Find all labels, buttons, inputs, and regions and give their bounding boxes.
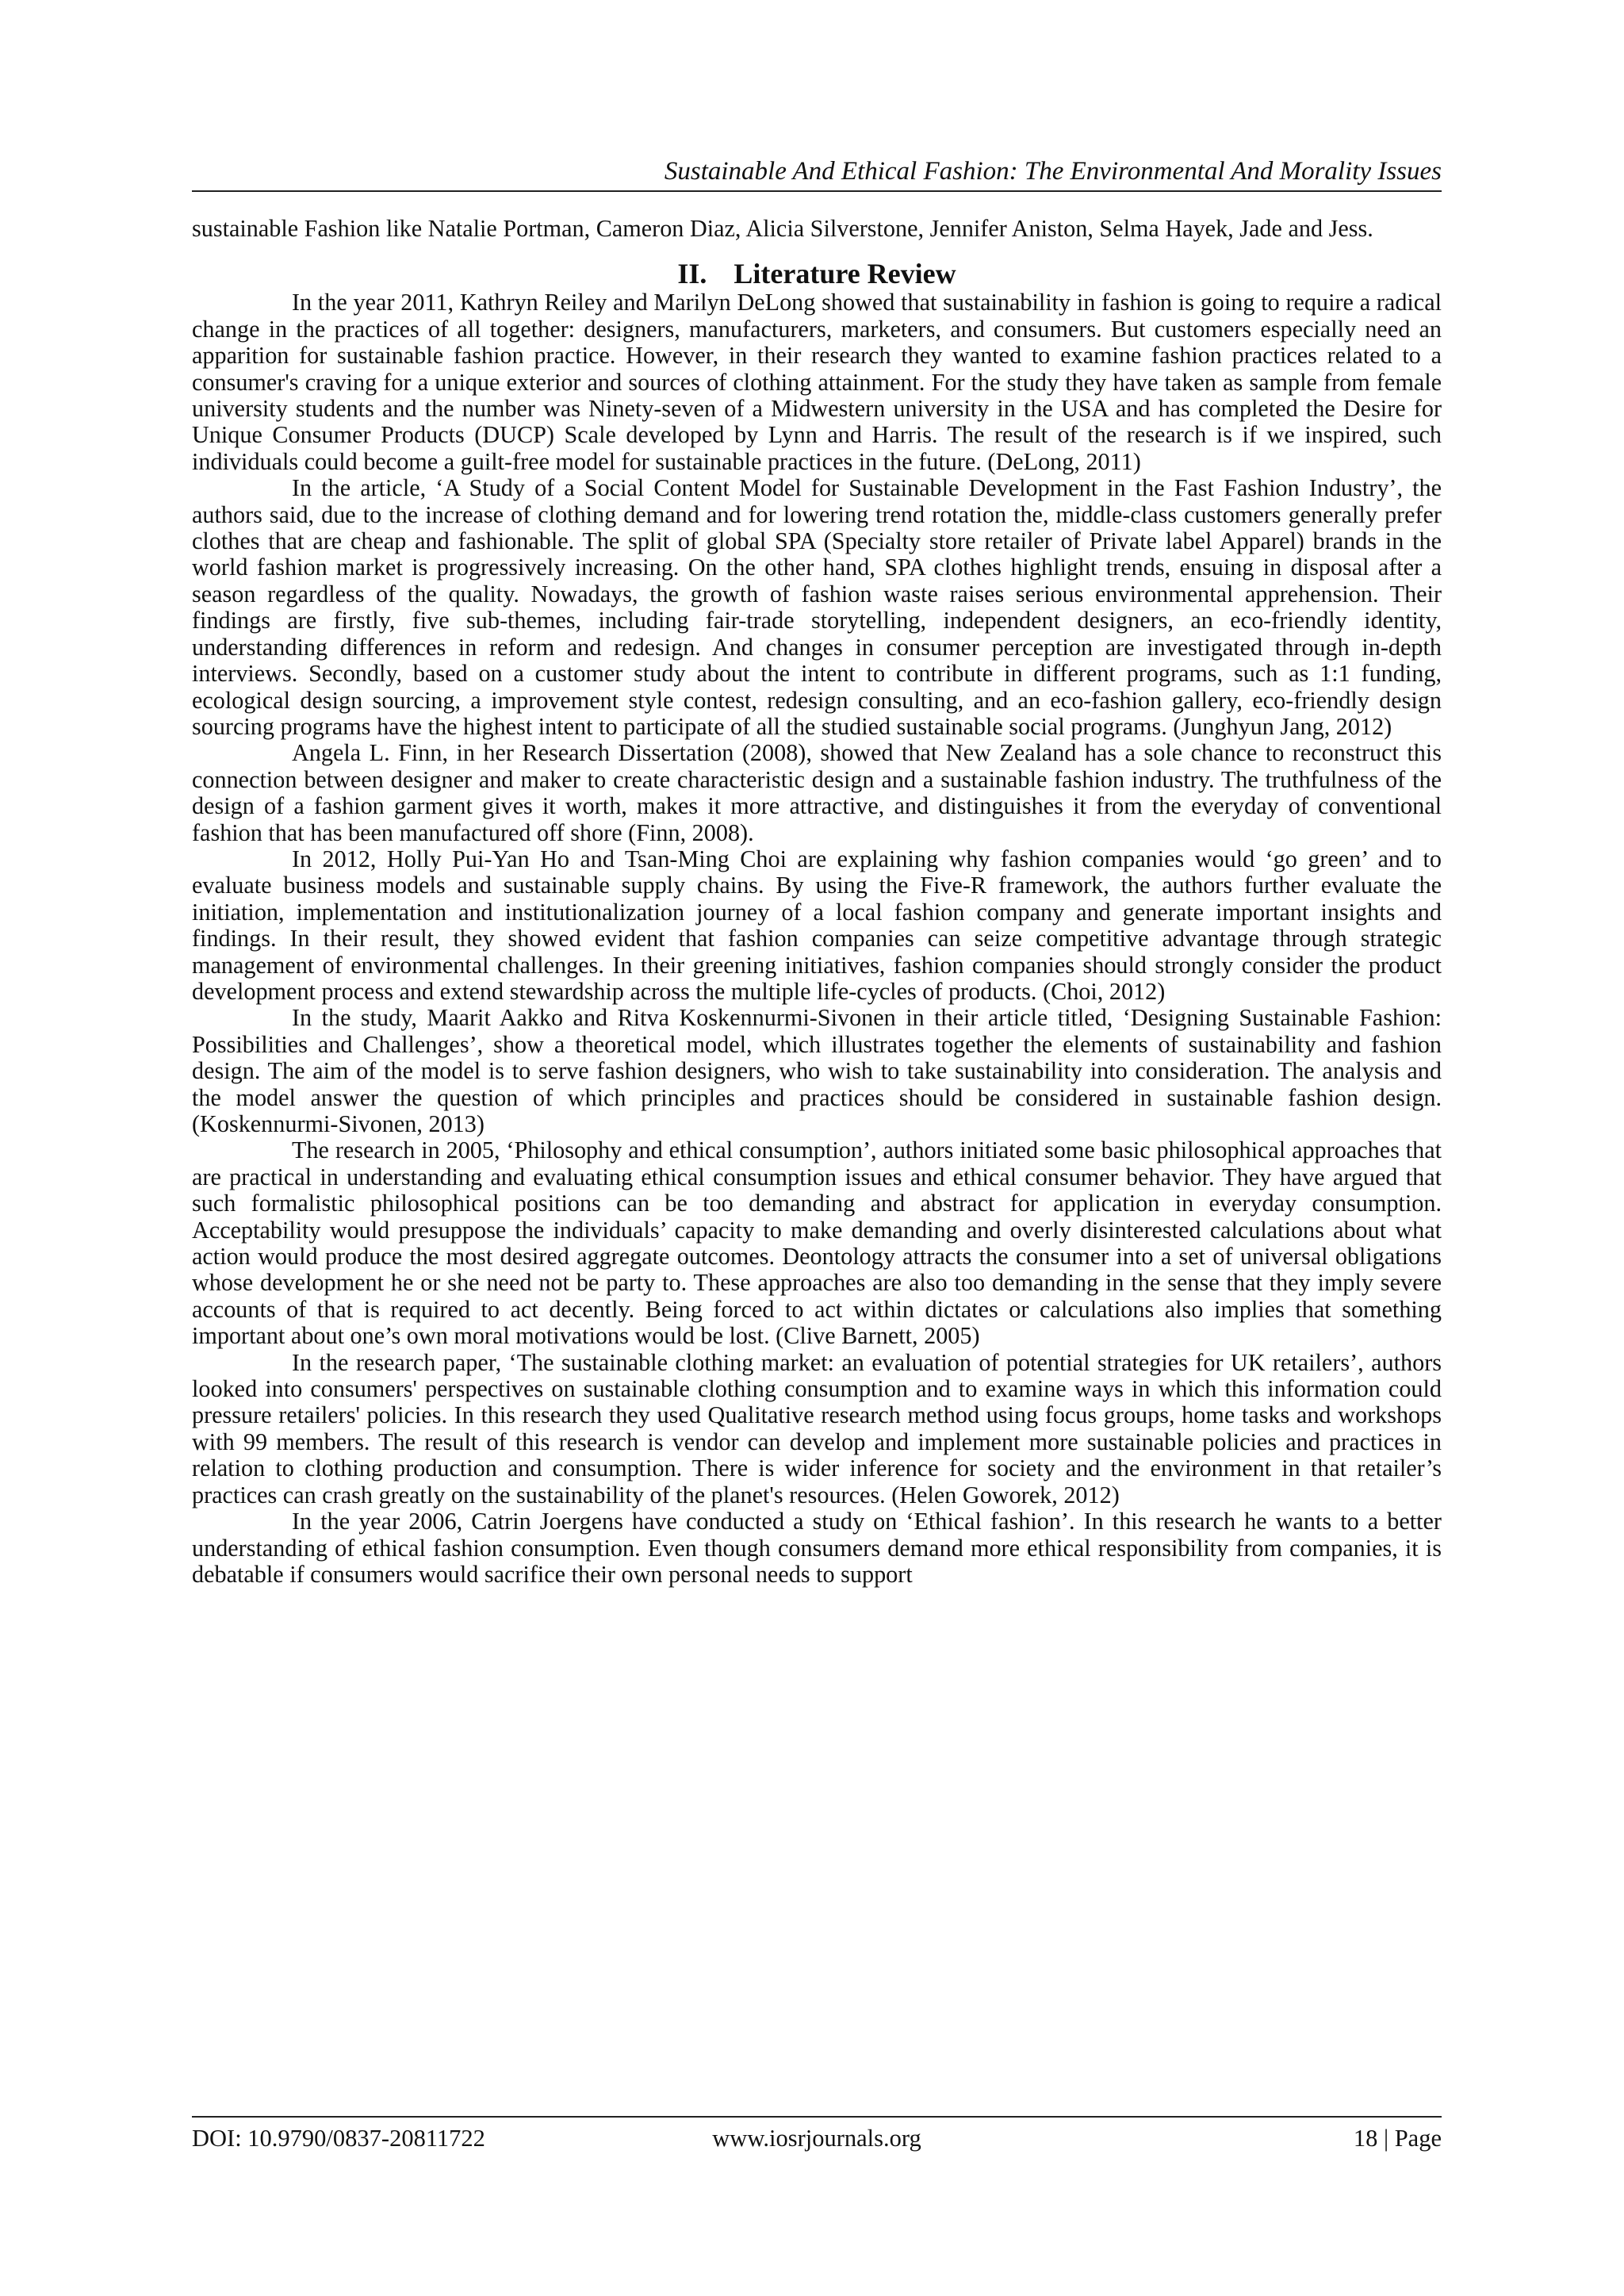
- footer-rule: [192, 2116, 1442, 2118]
- page-footer: [192, 2122, 1442, 2154]
- paragraph-joergens: In the year 2006, Catrin Joergens have conducted a study on ‘Ethical fashion’. In this research he wants to a better understanding of ethical fashion consumption. Even though consumers demand more ethical responsibility from companies, it is debatable if consumers would sacrifice their own personal needs to support: [192, 1508, 1442, 1588]
- paragraph-choi: In 2012, Holly Pui-Yan Ho and Tsan-Ming Choi are explaining why fashion companies would ‘go green’ and to evaluate business models and sustainable supply chains. By using the Five-R framework, the authors further evaluate the initiation, implementation and institutionalization journey of a local fashion company and generate important insights and findings. In their result, they showed evident that fashion companies can seize competitive advantage through strategic management of environmental challenges. In their greening initiatives, fashion companies should strongly consider the product development process and extend stewardship across the multiple life-cycles of products. (Choi, 2012): [192, 845, 1442, 1005]
- running-header: Sustainable And Ethical Fashion: The Environmental And Morality Issues: [664, 157, 1442, 186]
- section-title: Literature Review: [733, 258, 956, 290]
- section-heading: [192, 258, 1442, 289]
- header-rule: [192, 190, 1442, 192]
- paragraph-jang: In the article, ‘A Study of a Social Content Model for Sustainable Development in the Fast Fashion Industry’, the authors said, due to the increase of clothing demand and for lowering trend rotation the, middle-class customers generally prefer clothes that are cheap and fashionable. The split of global SPA (Specialty store retailer of Private label Apparel) brands in the world fashion market is progressively increasing. On the other hand, SPA clothes highlight trends, ensuing in disposal after a season regardless of the quality. Nowadays, the growth of fashion waste raises serious environmental apprehension. Their findings are firstly, five sub-themes, including fair-trade storytelling, independent designers, an eco-friendly identity, understanding differences in reform and redesign. And changes in consumer perception are investigated through in-depth interviews. Secondly, based on a customer study about the intent to contribute in different programs, such as 1:1 funding, ecological design sourcing, a improvement style contest, redesign consulting, and an eco-fashion gallery, eco-friendly design sourcing programs have the highest intent to participate of all the studied sustainable social programs. (Junghyun Jang, 2012): [192, 474, 1442, 740]
- paragraph-koskennurmi: In the study, Maarit Aakko and Ritva Koskennurmi-Sivonen in their article titled, ‘Designing Sustainable Fashion: Possibilities and Challenges’, show a theoretical model, which illustrates together the elements of sustainability and fashion design. The aim of the model is to serve fashion designers, who wish to take sustainability into consideration. The analysis and the model answer the question of which principles and practices should be considered in sustainable fashion design.(Koskennurmi-Sivonen, 2013): [192, 1004, 1442, 1137]
- section-number: II.: [677, 258, 707, 290]
- journal-website-link[interactable]: www.iosrjournals.org: [712, 2125, 921, 2152]
- paragraph-delong: In the year 2011, Kathryn Reiley and Marilyn DeLong showed that sustainability in fashion is going to require a radical change in the practices of all together: designers, manufacturers, marketers, and consumers. But customers especially need an apparition for sustainable fashion practice. However, in their research they wanted to examine fashion practices related to a consumer's craving for a unique exterior and sources of clothing attainment. For the study they have taken as sample from female university students and the number was Ninety-seven of a Midwestern university in the USA and has completed the Desire for Unique Consumer Products (DUCP) Scale developed by Lynn and Harris. The result of the research is if we inspired, such individuals could become a guilt-free model for sustainable practices in the future. (DeLong, 2011): [192, 289, 1442, 475]
- intro-fragment: sustainable Fashion like Natalie Portman, Cameron Diaz, Alicia Silverstone, Jennifer Aniston, Selma Hayek, Jade and Jess.: [192, 215, 1373, 242]
- page-number: 18 | Page: [1353, 2125, 1442, 2152]
- paragraph-barnett: The research in 2005, ‘Philosophy and ethical consumption’, authors initiated some basic philosophical approaches that are practical in understanding and evaluating ethical consumption issues and ethical consumer behavior. They have argued that such formalistic philosophical positions can be too demanding and abstract for application in everyday consumption. Acceptability would presuppose the individuals’ capacity to make demanding and overly disinterested calculations about what action would produce the most desired aggregate outcomes. Deontology attracts the consumer into a set of universal obligations whose development he or she need not be party to. These approaches are also too demanding in the sense that they imply severe accounts of that is required to act decently. Being forced to act within dictates or calculations also implies that something important about one’s own moral motivations would be lost. (Clive Barnett, 2005): [192, 1137, 1442, 1350]
- article-body: [192, 216, 1442, 1588]
- doi-label: DOI: 10.9790/0837-20811722: [192, 2125, 485, 2152]
- paragraph-finn: Angela L. Finn, in her Research Dissertation (2008), showed that New Zealand has a sole chance to reconstruct this connection between designer and maker to create characteristic design and a sustainable fashion industry. The truthfulness of the design of a fashion garment gives it worth, makes it more attractive, and distinguishes it from the everyday of conventional fashion that has been manufactured off shore (Finn, 2008).: [192, 739, 1442, 846]
- paragraph-goworek: In the research paper, ‘The sustainable clothing market: an evaluation of potential strategies for UK retailers’, authors looked into consumers' perspectives on sustainable clothing consumption and to examine ways in which this information could pressure retailers' policies. In this research they used Qualitative research method using focus groups, home tasks and workshops with 99 members. The result of this research is vendor can develop and implement more sustainable policies and practices in relation to clothing production and consumption. There is wider inference for society and the environment in that retailer’s practices can crash greatly on the sustainability of the planet's resources. (Helen Goworek, 2012): [192, 1348, 1442, 1508]
